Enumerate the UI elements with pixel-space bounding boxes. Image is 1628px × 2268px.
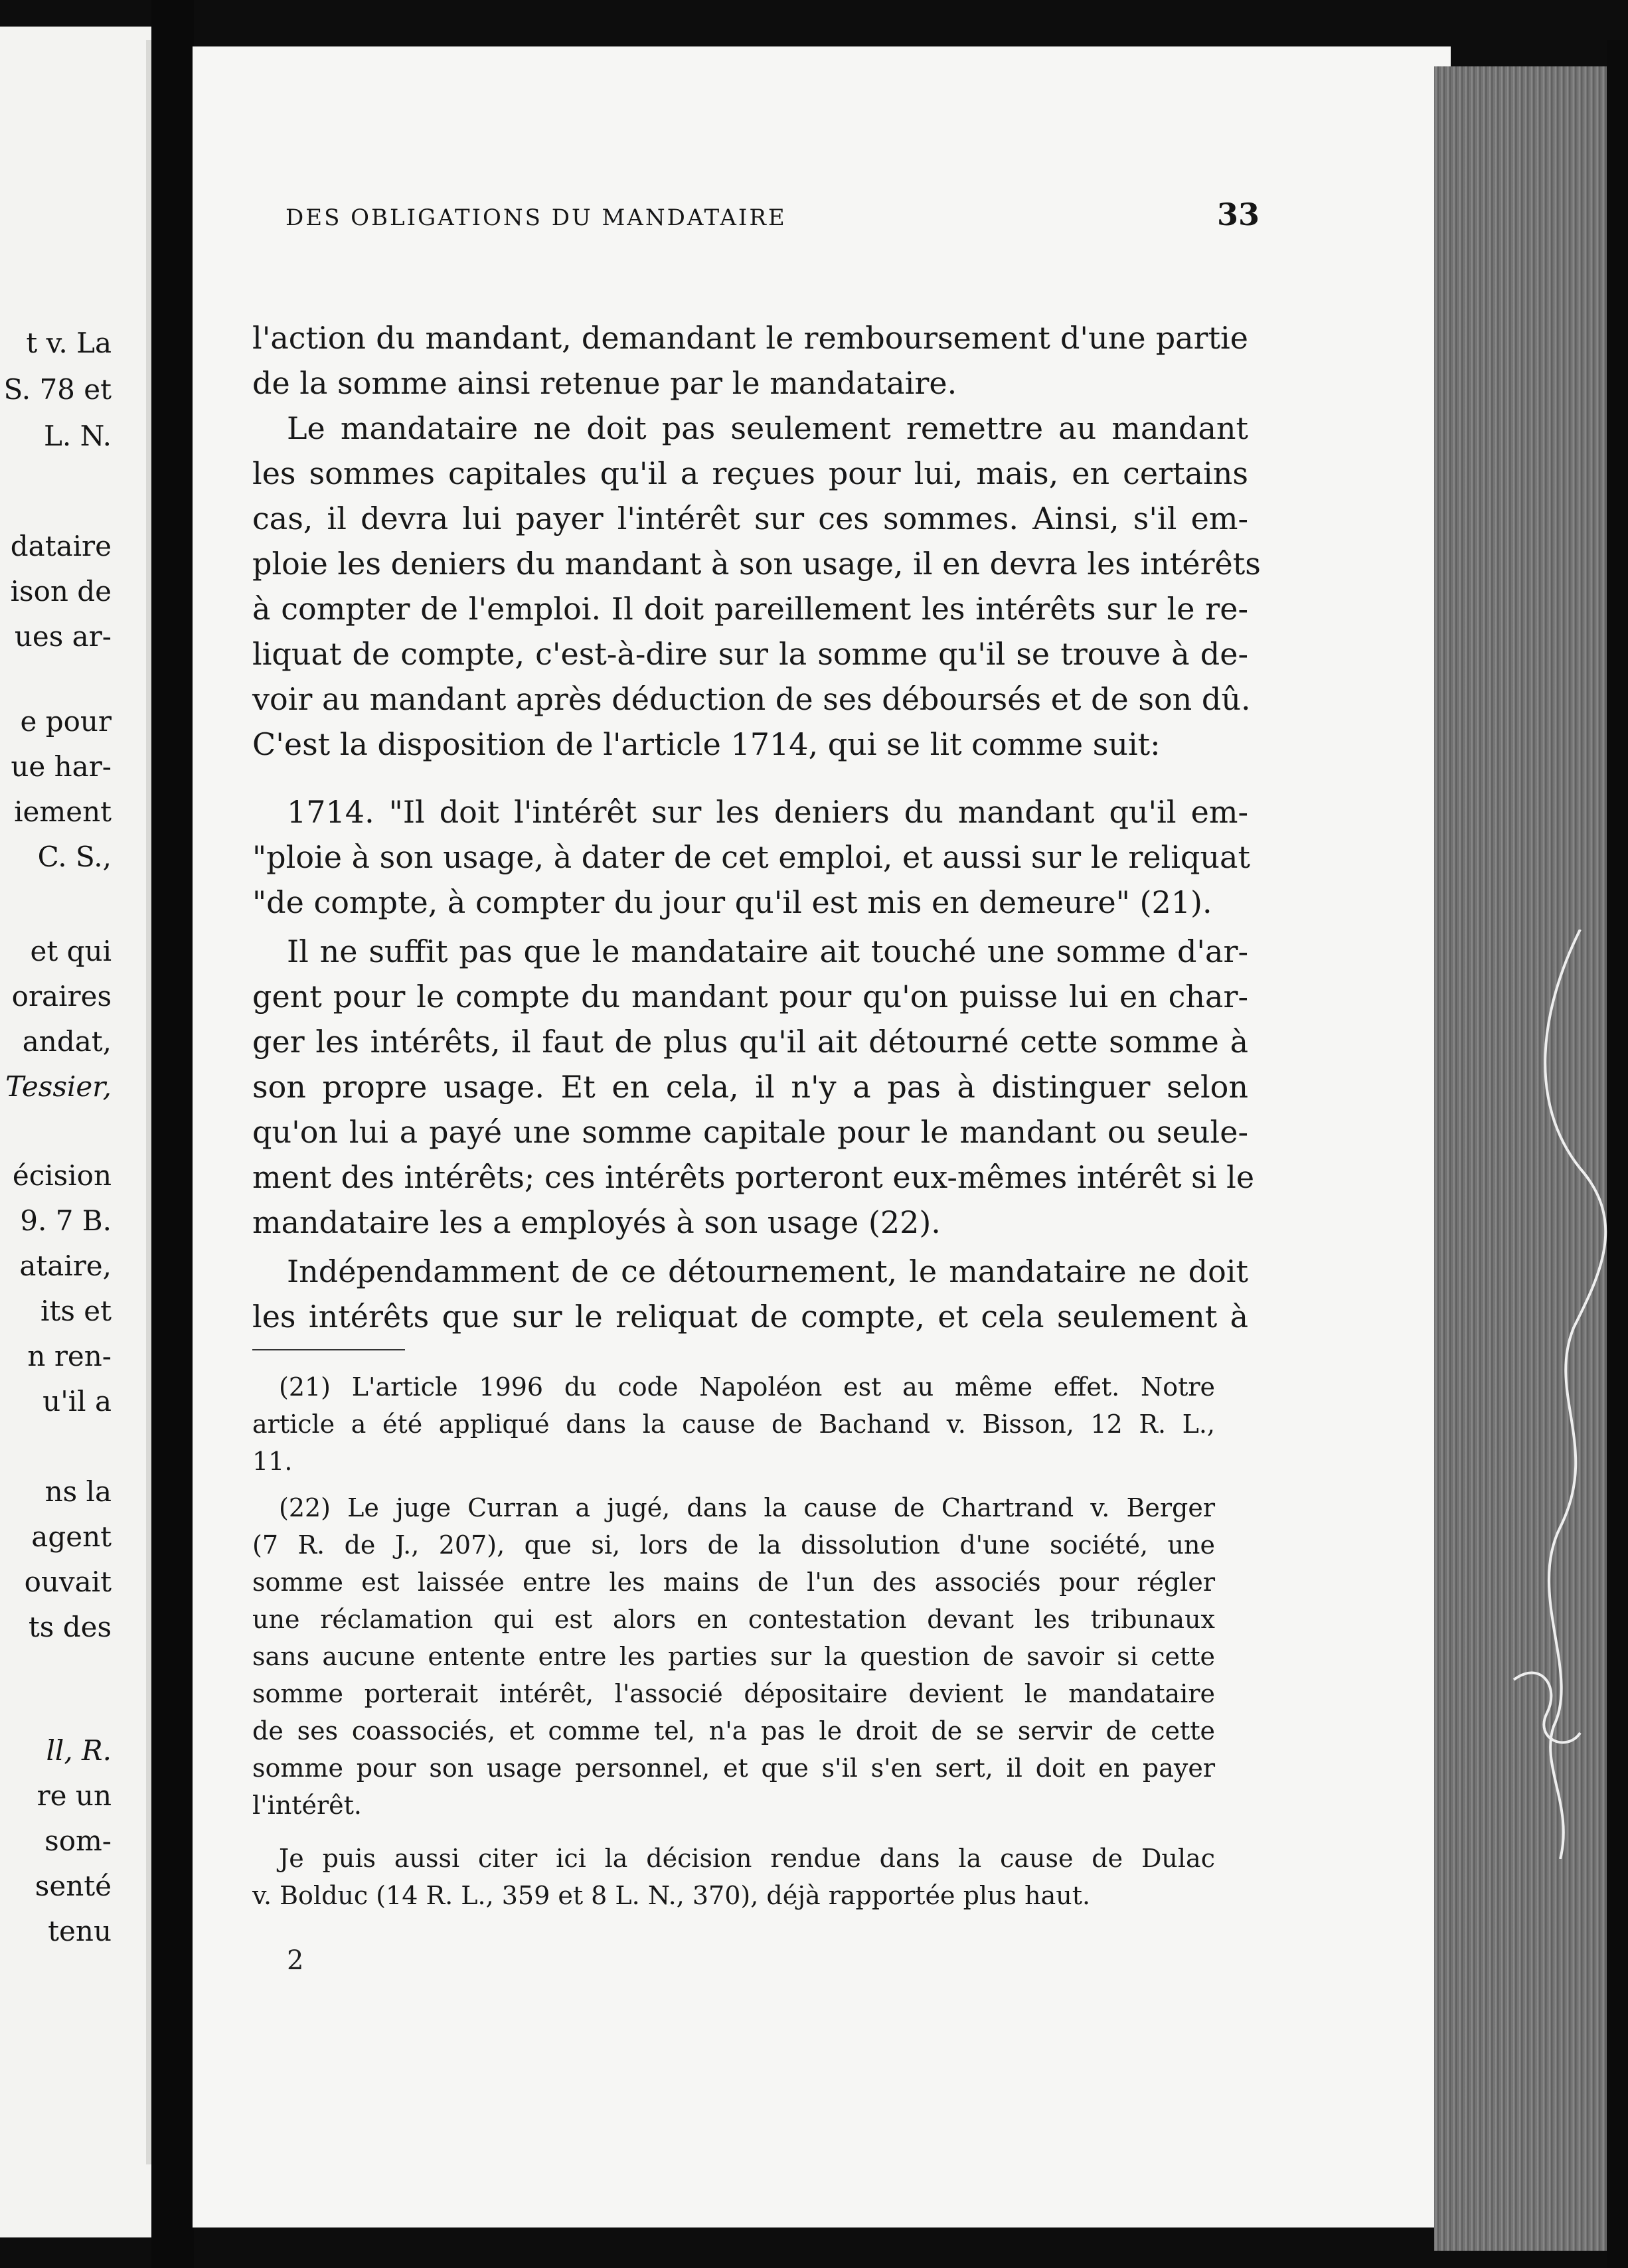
left-page-line: oraires <box>11 980 112 1012</box>
left-page-line: senté <box>35 1870 112 1902</box>
left-page-line: t v. La <box>26 327 112 359</box>
body-line: Il ne suffit pas que le mandataire ait touché une somme d'ar- <box>287 933 1248 969</box>
body-line: son propre usage. Et en cela, il n'y a pas à distinguer selon <box>252 1069 1248 1105</box>
body-line: ger les intérêts, il faut de plus qu'il ait détourné cette somme à <box>252 1024 1248 1060</box>
left-page-line: re un <box>37 1779 112 1812</box>
left-page-line: iement <box>14 795 112 828</box>
left-page-line: et qui <box>30 935 112 967</box>
footnote-line: de ses coassociés, et comme tel, n'a pas le droit de se servir de cette <box>252 1716 1215 1745</box>
left-page-line: ns la <box>44 1475 112 1508</box>
footnote-line: v. Bolduc (14 R. L., 359 et 8 L. N., 370), déjà rapportée plus haut. <box>252 1881 1091 1910</box>
body-line: les intérêts que sur le reliquat de compte, et cela seulement à <box>252 1299 1248 1335</box>
page-stack-shadow <box>1607 40 1628 2268</box>
left-page-line: S. 78 et <box>3 373 112 406</box>
body-line: liquat de compte, c'est-à-dire sur la somme qu'il se trouve à de- <box>252 636 1248 672</box>
body-line: C'est la disposition de l'article 1714, qui se lit comme suit: <box>252 726 1161 762</box>
left-page-line: ts des <box>28 1611 112 1643</box>
left-page-line: ison de <box>10 575 112 608</box>
left-page-line: ouvait <box>24 1566 112 1598</box>
body-line: ploie les deniers du mandant à son usage, il en devra les intérêts <box>252 546 1261 582</box>
left-page-line: tenu <box>48 1915 112 1947</box>
footnote-line: une réclamation qui est alors en contestation devant les tribunaux <box>252 1605 1215 1634</box>
left-page-line: som- <box>44 1824 112 1857</box>
page-number: 33 <box>1217 197 1260 232</box>
left-page-line: C. S., <box>37 841 112 873</box>
footnote-line: (22) Le juge Curran a jugé, dans la cause de Chartrand v. Berger <box>279 1493 1215 1522</box>
body-line: cas, il devra lui payer l'intérêt sur ces sommes. Ainsi, s'il em- <box>252 501 1248 536</box>
body-line: l'action du mandant, demandant le remboursement d'une partie <box>252 320 1248 356</box>
footnote-line: (7 R. de J., 207), que si, lors de la dissolution d'une société, une <box>252 1530 1215 1560</box>
left-page-line: Tessier, <box>5 1070 112 1103</box>
footnote-line: sans aucune entente entre les parties sur la question de savoir si cette <box>252 1642 1215 1671</box>
left-page-line: agent <box>31 1520 112 1553</box>
left-page-line: ataire, <box>19 1250 112 1282</box>
left-page-line: dataire <box>10 530 112 562</box>
footnote-line: (21) L'article 1996 du code Napoléon est au même effet. Notre <box>279 1372 1215 1402</box>
footnote-line: somme pour son usage personnel, et que s'il s'en sert, il doit en payer <box>252 1753 1215 1783</box>
footnote-rule <box>252 1349 405 1350</box>
page-stack-edge <box>1434 66 1607 2251</box>
left-page-line: andat, <box>22 1025 112 1058</box>
running-head: DES OBLIGATIONS DU MANDATAIRE <box>285 204 787 231</box>
body-line: qu'on lui a payé une somme capitale pour le mandant ou seule- <box>252 1114 1248 1150</box>
quote-line: 1714. "Il doit l'intérêt sur les deniers du mandant qu'il em- <box>287 794 1248 830</box>
left-page-line: u'il a <box>42 1385 112 1418</box>
left-page-line: ues ar- <box>14 620 112 653</box>
footnote-line: somme porterait intérêt, l'associé dépositaire devient le mandataire <box>252 1679 1215 1708</box>
left-page-line: n ren- <box>27 1340 112 1372</box>
footnote-line: Je puis aussi citer ici la décision rendue dans la cause de Dulac <box>279 1844 1215 1873</box>
footnote-line: somme est laissée entre les mains de l'un des associés pour régler <box>252 1568 1215 1597</box>
body-line: voir au mandant après déduction de ses déboursés et de son dû. <box>252 681 1251 717</box>
footnote-line: article a été appliqué dans la cause de Bachand v. Bisson, 12 R. L., <box>252 1410 1215 1439</box>
body-line: de la somme ainsi retenue par le mandataire. <box>252 365 957 401</box>
book-gutter <box>151 0 194 2268</box>
body-line: les sommes capitales qu'il a reçues pour lui, mais, en certains <box>252 455 1248 491</box>
signature-mark: 2 <box>287 1945 304 1976</box>
body-line: à compter de l'emploi. Il doit pareillement les intérêts sur le re- <box>252 591 1248 627</box>
left-page-line: e pour <box>20 705 112 738</box>
left-page-line: ue har- <box>11 750 112 783</box>
body-line: gent pour le compte du mandant pour qu'on puisse lui en char- <box>252 979 1248 1014</box>
left-page-line: L. N. <box>43 420 112 452</box>
quote-line: "ploie à son usage, à dater de cet emploi, et aussi sur le reliquat <box>252 839 1250 875</box>
left-page <box>0 27 153 2237</box>
footnote-line: l'intérêt. <box>252 1791 362 1820</box>
left-page-line: 9. 7 B. <box>20 1204 112 1237</box>
body-line: mandataire les a employés à son usage (22). <box>252 1204 941 1240</box>
left-page-line: its et <box>41 1295 112 1327</box>
body-line: Le mandataire ne doit pas seulement remettre au mandant <box>287 410 1248 446</box>
body-line: ment des intérêts; ces intérêts porteront eux-mêmes intérêt si le <box>252 1159 1255 1195</box>
body-line: Indépendamment de ce détournement, le mandataire ne doit <box>287 1254 1248 1289</box>
quote-line: "de compte, à compter du jour qu'il est mis en demeure" (21). <box>252 884 1212 920</box>
left-page-line: ll, R. <box>46 1734 112 1767</box>
footnote-line: 11. <box>252 1447 293 1476</box>
left-page-line: écision <box>12 1159 112 1192</box>
